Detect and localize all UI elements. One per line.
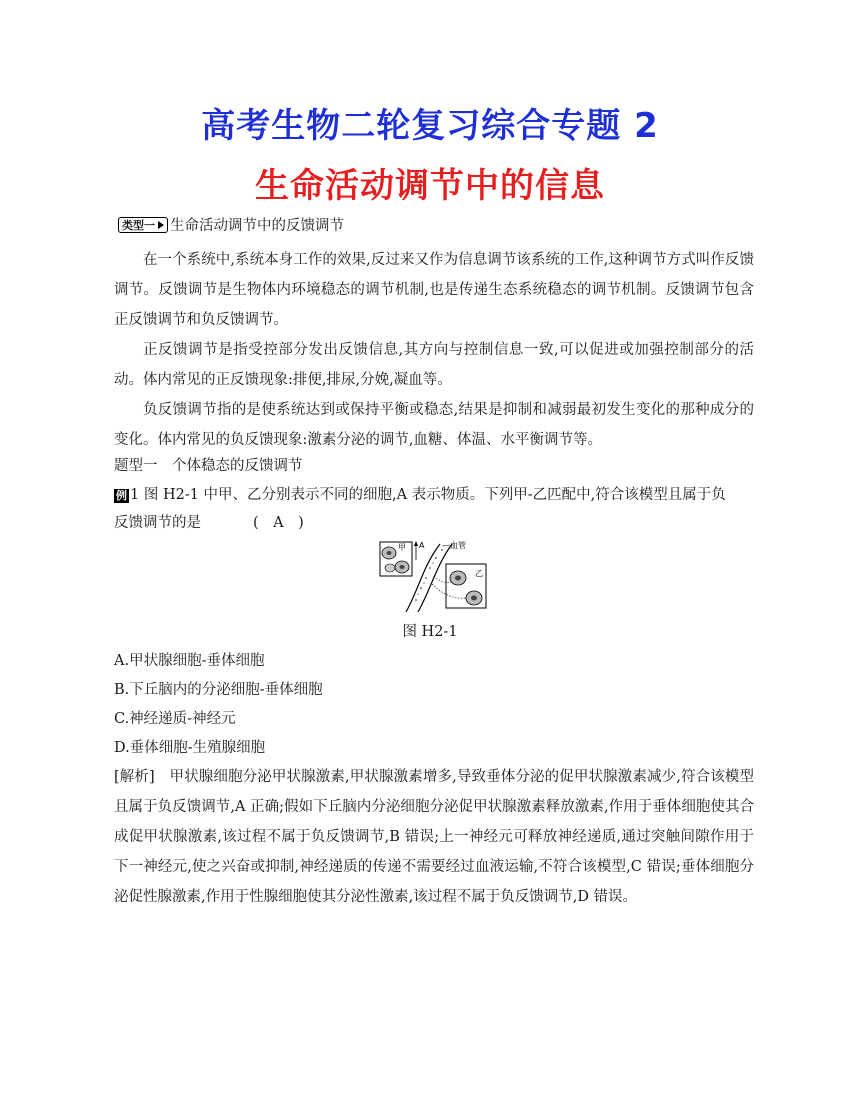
vessel-particles bbox=[415, 549, 443, 601]
example-question-text: 图 H2-1 中甲、乙分别表示不同的细胞,A 表示物质。下列甲-乙匹配中,符合该模型且属于负 bbox=[139, 487, 726, 503]
substance-label: A bbox=[419, 541, 425, 550]
triangle-icon bbox=[158, 221, 164, 229]
option-d: D.垂体细胞-生殖腺细胞 bbox=[114, 740, 266, 756]
example-question-line2 bbox=[114, 508, 304, 538]
vessel-label: 血管 bbox=[450, 541, 466, 550]
option-b: B.下丘脑内的分泌细胞-垂体细胞 bbox=[114, 682, 323, 698]
intro-paragraph-2: 正反馈调节是指受控部分发出反馈信息,其方向与控制信息一致,可以促进或加强控制部分的活动。体内常见的正反馈现象:排便,排尿,分娩,凝血等。 bbox=[114, 342, 754, 388]
page-title: 高考生物二轮复习综合专题 2 bbox=[201, 106, 659, 146]
option-a: A.甲状腺细胞-垂体细胞 bbox=[114, 653, 265, 669]
intro-paragraph-3: 负反馈调节指的是使系统达到或保持平衡或稳态,结果是抑制和减弱最初发生变化的那种成分的变化。体内常见的负反馈现象:激素分泌的调节,血糖、体温、水平衡调节等。 bbox=[114, 402, 754, 448]
analysis-paragraph: [解析] 甲状腺细胞分泌甲状腺激素,甲状腺激素增多,导致垂体分泌的促甲状腺激素减少,符合该模型且属于负反馈调节,A 正确;假如下丘脑内分泌细胞分泌促甲状腺激素释放激素,作用于垂体细胞使其合成促甲状腺激素,该过程不属于负反馈调节,B 错误;上一神经元可释放神经递质,通过突触间隙作用于下一神经元,使之兴奋或抑制,神经递质的传递不需要经过血液运输,不符合该模型,C 错误;垂体细胞分泌促性腺激素,作用于性腺细胞使其分泌性激素,该过程不属于负反馈调节,D 错误。 bbox=[114, 769, 754, 905]
example-badge: 例 bbox=[116, 489, 127, 502]
intro-paragraph-1: 在一个系统中,系统本身工作的效果,反过来又作为信息调节该系统的工作,这种调节方式叫作反馈调节。反馈调节是生物体内环境稳态的调节机制,也是传递生态系统稳态的调节机制。反馈调节包含正反馈调节和负反馈调节。 bbox=[114, 252, 754, 328]
option-c: C.神经递质-神经元 bbox=[114, 711, 236, 727]
figure-h2-1 bbox=[378, 536, 498, 614]
example-answer: ( A ) bbox=[253, 515, 304, 531]
cell-a-label: 甲 bbox=[398, 543, 406, 552]
page-subtitle: 生命活动调节中的信息 bbox=[255, 166, 605, 206]
cell-b-label: 乙 bbox=[475, 569, 483, 578]
figure-caption: 图 H2-1 bbox=[402, 624, 458, 640]
type-badge: 类型一 bbox=[118, 217, 168, 233]
example-question-line1 bbox=[114, 480, 726, 510]
example-question-text-2: 反馈调节的是 bbox=[114, 515, 201, 531]
type-heading-row bbox=[118, 214, 344, 235]
subtype-heading: 题型一 个体稳态的反馈调节 bbox=[114, 458, 303, 474]
type-heading: 生命活动调节中的反馈调节 bbox=[170, 218, 344, 234]
example-number: 1 bbox=[130, 487, 140, 503]
